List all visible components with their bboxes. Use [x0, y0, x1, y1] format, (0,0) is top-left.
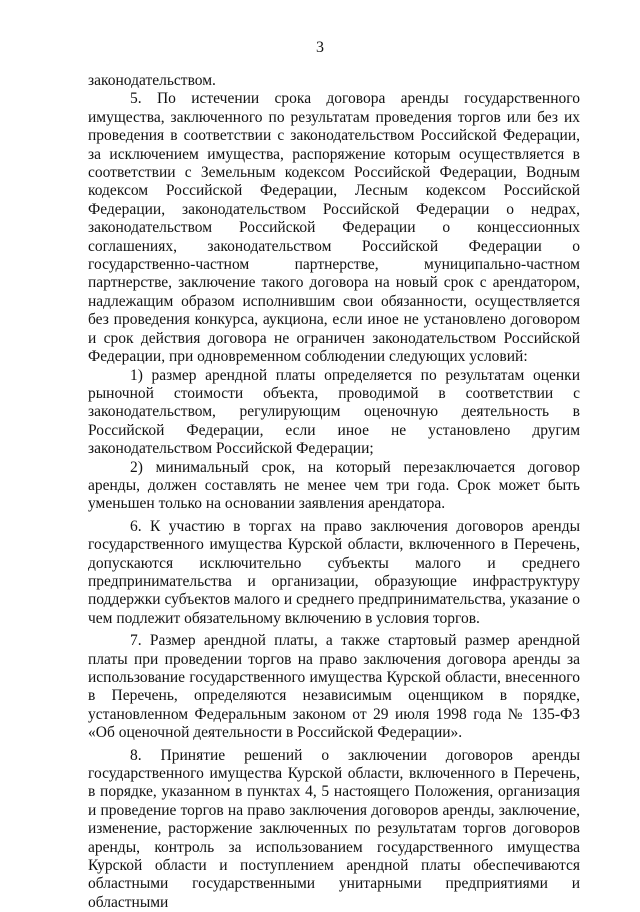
paragraph-continuation: законодательством. [88, 72, 216, 89]
paragraph-item-6: 6. К участию в торгах на право заключения договоров аренды государственного имущества Курской области, включенного в Перечень, допускаются исключительно субъекты малого и среднего предпринимательства и организации, образующие инфраструктуру поддержки субъектов малого и среднего предпринимательства, указание о чем подлежит обязательному включению в условия торгов. [88, 517, 580, 627]
paragraph-item-5: 5. По истечении срока договора аренды государственного имущества, заключенного по результатам проведения торгов или без их проведения в соответствии с законодательством Российской Федерации, за исключением имущества, распоряжение которым осуществляется в соответствии с Земельным кодексом Российской Федерации, Водным кодексом Российской Федерации, Лесным кодексом Российской Федерации, законодательством Российской Федерации о недрах, законодательством Российской Федерации о концессионных соглашениях, законодательством Российской Федерации о государственно-частном партнерстве, муниципально-частном партнерстве, заключение такого договора на новый срок с арендатором, надлежащим образом исполнившим свои обязанности, осуществляется без проведения конкурса, аукциона, если иное не установлено договором и срок действия договора не ограничен законодательством Российской Федерации, при одновременном соблюдении следующих условий: [88, 90, 580, 366]
document-body [88, 72, 580, 912]
page-number: 3 [316, 39, 324, 56]
paragraph-condition-1: 1) размер арендной платы определяется по результатам оценки рыночной стоимости объекта, проводимой в соответствии с законодательством, регулирующим оценочную деятельность в Российской Федерации, если иное не установлено другим законодательством Российской Федерации; [88, 366, 580, 458]
paragraph-condition-2: 2) минимальный срок, на который перезаключается договор аренды, должен составлять не менее чем три года. Срок может быть уменьшен только на основании заявления арендатора. [88, 458, 580, 513]
paragraph-item-7: 7. Размер арендной платы, а также стартовый размер арендной платы при проведении торгов на право заключения договора аренды за использование государственного имущества Курской области, внесенного в Перечень, определяются независимым оценщиком в порядке, установленном Федеральным законом от 29 июля 1998 года № 135-ФЗ «Об оценочной деятельности в Российской Федерации». [88, 632, 580, 742]
paragraph-item-8: 8. Принятие решений о заключении договоров аренды государственного имущества Курской области, включенного в Перечень, в порядке, указанном в пунктах 4, 5 настоящего Положения, организация и проведение торгов на право заключения договоров аренды, заключение, изменение, расторжение заключенных по результатам торгов договоров аренды, контроль за использованием государственного имущества Курской области и поступлением арендной платы обеспечиваются областными государственными унитарными предприятиями и областными [88, 746, 580, 911]
